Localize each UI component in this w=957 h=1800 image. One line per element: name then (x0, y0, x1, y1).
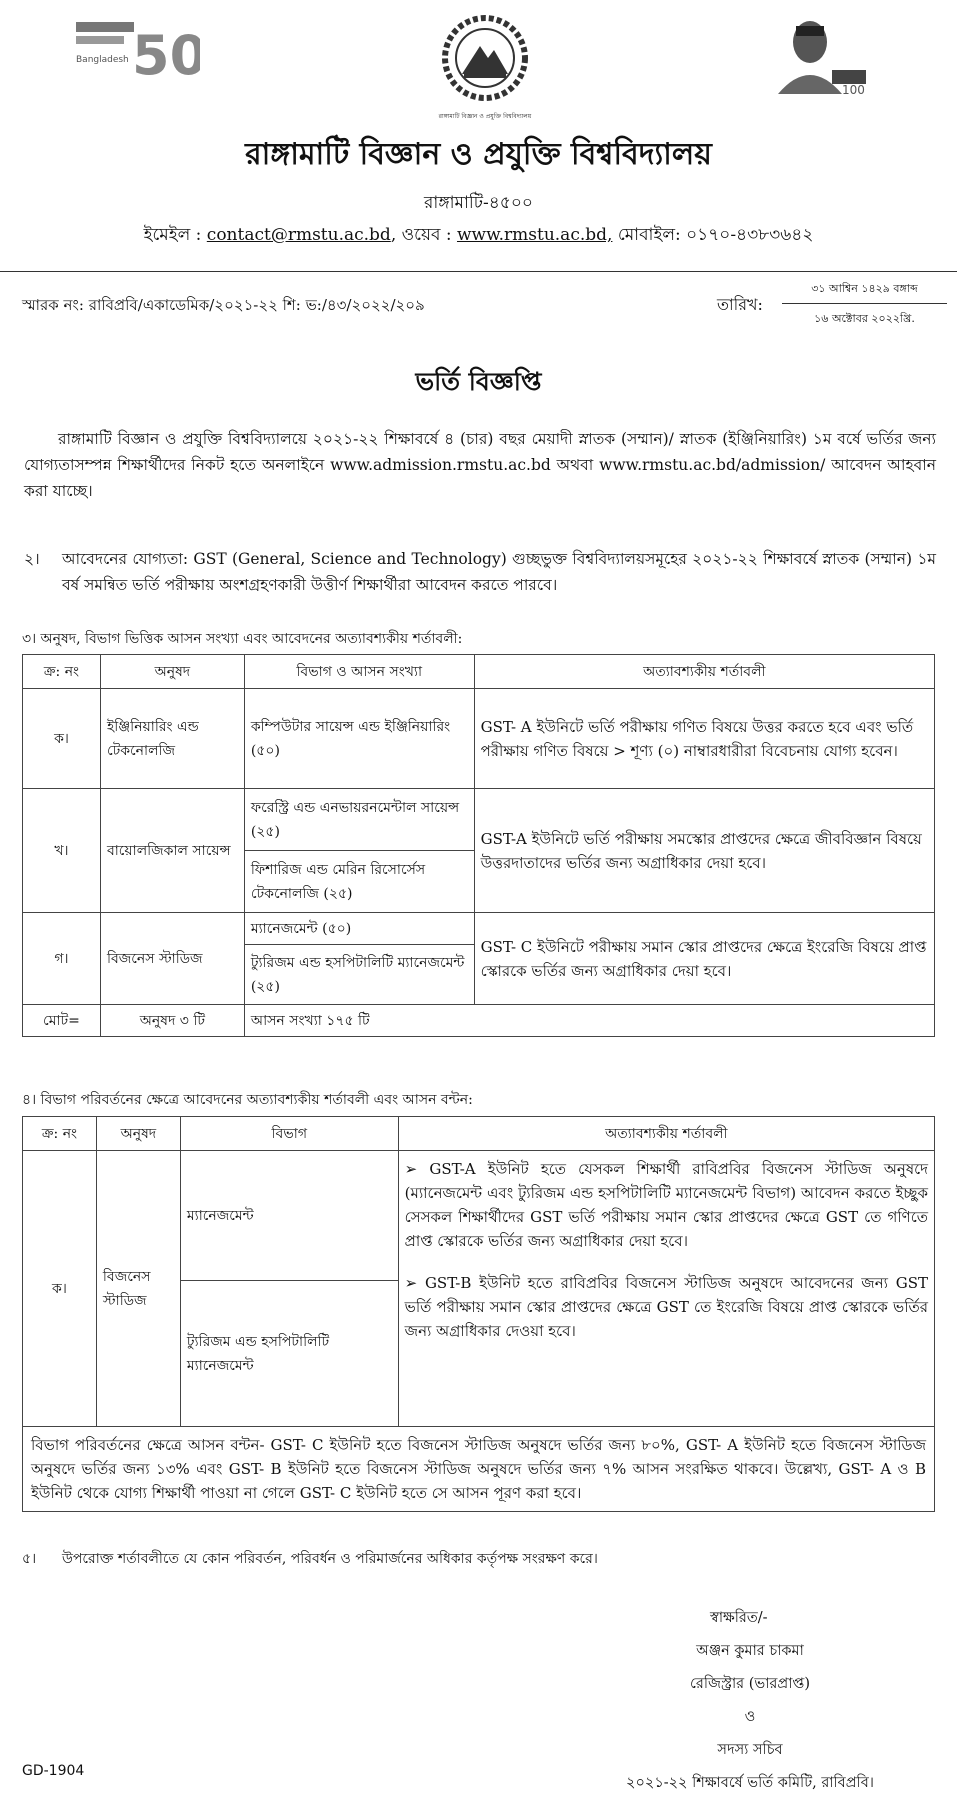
t1-header-sl: ক্র: নং (23, 655, 101, 689)
email-label: ইমেইল : (143, 225, 207, 245)
t2-footer: বিভাগ পরিবর্তনের ক্ষেত্রে আসন বন্টন- GST- C ইউনিট হতে বিজনেস স্টাডিজ অনুষদে ভর্তির জন্য ৮০%, GST- A ইউনিট হতে বিজনেস স্টাডিজ অনুষদে ভর্তির জন্য ১৩% এবং GST- B ইউনিট হতে বিজনেস স্টাডিজ অনুষদে ভর্তির জন্য ৭% আসন সংরক্ষিত থাকবে। উল্লেখ্য, GST- A ও B ইউনিট থেকে যোগ্য শিক্ষার্থী পাওয়া না গেলে GST- C ইউনিট হতে সে আসন পূরণ করা হবে। (23, 1427, 935, 1512)
memo-reference: স্মারক নং: রাবিপ্রবি/একাডেমিক/২০২১-২২ শি: ভ:/৪৩/২০২২/২০৯ (22, 296, 425, 314)
t1-total-faculty: অনুষদ ৩ টি (100, 1005, 244, 1037)
t1-row3-sl: গ। (23, 913, 101, 1005)
table-row (23, 689, 935, 789)
mobile-text: মোবাইল: ০১৭০-৪৩৮৩৬৪২ (612, 225, 814, 245)
date-bangla: ৩১ আশ্বিন ১৪২৯ বঙ্গাব্দ (782, 280, 947, 304)
web-label: , ওয়েব : (390, 225, 457, 245)
t2-header-faculty: অনুষদ (96, 1117, 180, 1151)
date-english: ১৬ অক্টোবর ২০২২খ্রি. (814, 312, 915, 325)
signatory-and: ও (744, 1709, 756, 1725)
t1-total-label: মোট= (23, 1005, 101, 1037)
t1-row3-dept1: ম্যানেজমেন্ট (৫০) (244, 913, 474, 945)
date-box (782, 280, 947, 329)
date-label: তারিখ: (717, 295, 763, 314)
signatory-designation: রেজিস্ট্রার (ভারপ্রাপ্ত) (689, 1676, 810, 1692)
email-link[interactable]: contact@rmstu.ac.bd (206, 225, 391, 245)
t1-row1-sl: ক। (23, 689, 101, 789)
university-seal-logo (430, 6, 540, 121)
t1-row3-dept2: ট্যুরিজম এন্ড হসপিটালিটি ম্যানেজমেন্ট (২৫) (244, 945, 474, 1005)
t2-faculty: বিজনেস স্টাডিজ (96, 1151, 180, 1427)
t2-header-sl: ক্র: নং (23, 1117, 97, 1151)
web-link[interactable]: www.rmstu.ac.bd, (456, 225, 613, 245)
logo-center-text: রাঙ্গামাটি বিজ্ঞান ও প্রযুক্তি বিশ্ববিদ্যালয় (438, 113, 532, 120)
department-change-table (22, 1116, 935, 1512)
signatory-committee: ২০২১-২২ শিক্ষাবর্ষে ভর্তি কমিটি, রাবিপ্রবি। (626, 1775, 874, 1791)
signatory-role: সদস্য সচিব (717, 1742, 783, 1758)
t1-header-dept: বিভাগ ও আসন সংখ্যা (244, 655, 474, 689)
t2-dept2: ট্যুরিজম এন্ড হসপিটালিটি ম্যানেজমেন্ট (180, 1281, 398, 1427)
t1-row2-sl: খ। (23, 789, 101, 913)
table-row (23, 789, 935, 851)
notice-title: ভর্তি বিজ্ঞপ্তি (415, 367, 542, 396)
intro-paragraph: রাঙ্গামাটি বিজ্ঞান ও প্রযুক্তি বিশ্ববিদ্যালয়ে ২০২১-২২ শিক্ষাবর্ষে ৪ (চার) বছর মেয়াদী স্নাতক (সম্মান)/ স্নাতক (ইঞ্জিনিয়ারিং) ১ম বর্ষে ভর্তির জন্য যোগ্যতাসম্পন্ন শিক্ষার্থীদের নিকট হতে অনলাইনে www.admission.rmstu.ac.bd অথবা www.rmstu.ac.bd/admission/ আবেদন আহবান করা যাচ্ছে। (24, 430, 936, 500)
t1-row2-faculty: বায়োলজিকাল সায়েন্স (100, 789, 244, 913)
section-5-text: উপরোক্ত শর্তাবলীতে যে কোন পরিবর্তন, পরিবর্ধন ও পরিমার্জনের অধিকার কর্তৃপক্ষ সংরক্ষণ করে। (62, 1551, 598, 1567)
t1-row3-cond: GST- C ইউনিটে পরীক্ষায় সমান স্কোর প্রাপ্তদের ক্ষেত্রে ইংরেজি বিষয়ে প্রাপ্ত স্কোরকে ভর্তির জন্য অগ্রাধিকার দেয়া হবে। (474, 913, 934, 1005)
t2-header-dept: বিভাগ (180, 1117, 398, 1151)
t1-row2-cond: GST-A ইউনিটে ভর্তি পরীক্ষায় সমস্কোর প্রাপ্তদের ক্ষেত্রে জীববিজ্ঞান বিষয়ে উত্তরদাতাদের ভর্তির জন্য অগ্রাধিকার দেয়া হবে। (474, 789, 934, 913)
contact-line (0, 222, 957, 250)
section-2-number: ২। (24, 550, 40, 568)
table-row (23, 913, 935, 945)
t1-row1-faculty: ইঞ্জিনিয়ারিং এন্ড টেকনোলজি (100, 689, 244, 789)
header-divider (0, 271, 957, 272)
t2-cond-1: ➢ GST-A ইউনিট হতে যেসকল শিক্ষার্থী রাবিপ্রবির বিজনেস স্টাডিজ অনুষদে (ম্যানেজমেন্ট এবং ট্যুরিজম এন্ড হসপিটালিটি ম্যানেজমেন্ট বিভাগ) আবেদন করতে ইচ্ছুক সেসকল শিক্ষার্থীদের GST ভর্তি পরীক্ষায় সমান স্কোর প্রাপ্তদের ক্ষেত্রে GST তে গণিতে প্রাপ্ত স্কোরকে ভর্তির জন্য অগ্রাধিকার দেয়া হবে। (404, 1160, 928, 1250)
signed-label: স্বাক্ষরিত/- (710, 1610, 768, 1626)
table-row (23, 1427, 935, 1512)
gd-code: GD-1904 (22, 1763, 85, 1779)
section-3-heading: ৩। অনুষদ, বিভাগ ভিত্তিক আসন সংখ্যা এবং আবেদনের অত্যাবশ্যকীয় শর্তাবলী: (22, 631, 463, 647)
t2-dept1: ম্যানেজমেন্ট (180, 1151, 398, 1281)
t1-header-faculty: অনুষদ (100, 655, 244, 689)
section-2-text: আবেদনের যোগ্যতা: GST (General, Science and Technology) গুচ্ছভুক্ত বিশ্ববিদ্যালয়সমূহের ২০২১-২২ শিক্ষাবর্ষে স্নাতক (সম্মান) ১ম বর্ষ সমন্বিত ভর্তি পরীক্ষায় অংশগ্রহণকারী উত্তীর্ণ শিক্ষার্থীরা আবেদন করতে পারবে। (62, 550, 936, 594)
t1-row1-cond: GST- A ইউনিটে ভর্তি পরীক্ষায় গণিত বিষয়ে উত্তর করতে হবে এবং ভর্তি পরীক্ষায় গণিত বিষয়ে > শূণ্য (০) নাম্বারধারীরা বিবেচনায় যোগ্য হবেন। (474, 689, 934, 789)
seat-distribution-table (22, 654, 935, 1037)
t1-header-cond: অত্যাবশ্যকীয় শর্তাবলী (474, 655, 934, 689)
table-row (23, 1151, 935, 1281)
university-city: রাঙ্গামাটি-৪৫০০ (424, 193, 533, 213)
t1-row2-dept1: ফরেস্ট্রি এন্ড এনভায়রনমেন্টাল সায়েন্স (২৫) (244, 789, 474, 851)
t1-total-seats: আসন সংখ্যা ১৭৫ টি (244, 1005, 934, 1037)
table-row (23, 1005, 935, 1037)
signature-block (560, 1602, 940, 1800)
t2-header-cond: অত্যাবশ্যকীয় শর্তাবলী (398, 1117, 934, 1151)
logo-left-number: 50 (132, 24, 200, 84)
university-name: রাঙ্গামাটি বিজ্ঞান ও প্রযুক্তি বিশ্ববিদ্যালয় (245, 137, 712, 172)
logo-left-text: Bangladesh (76, 55, 129, 65)
section-4-heading: ৪। বিভাগ পরিবর্তনের ক্ষেত্রে আবেদনের অত্যাবশ্যকীয় শর্তাবলী এবং আসন বন্টন: (22, 1092, 473, 1108)
t2-conditions (398, 1151, 934, 1427)
signatory-name: অঞ্জন কুমার চাকমা (696, 1643, 804, 1659)
t1-row1-dept1: কম্পিউটার সায়েন্স এন্ড ইঞ্জিনিয়ারিং (৫০) (244, 689, 474, 789)
section-5-number: ৫। (22, 1551, 37, 1567)
bangladesh-50-logo (70, 14, 200, 84)
mujib-100-logo (770, 16, 890, 98)
t2-cond-2: ➢ GST-B ইউনিট হতে রাবিপ্রবির বিজনেস স্টাডিজ অনুষদে আবেদনের জন্য GST ভর্তি পরীক্ষায় সমান স্কোর প্রাপ্তদের ক্ষেত্রে GST তে ইংরেজি বিষয়ে প্রাপ্ত স্কোরকে ভর্তির জন্য অগ্রাধিকার দেওয়া হবে। (404, 1274, 928, 1340)
t2-sl: ক। (23, 1151, 97, 1427)
t1-row3-faculty: বিজনেস স্টাডিজ (100, 913, 244, 1005)
t1-row2-dept2: ফিশারিজ এন্ড মেরিন রিসোর্সেস টেকনোলজি (২৫) (244, 851, 474, 913)
logo-right-number: 100 (842, 83, 865, 97)
